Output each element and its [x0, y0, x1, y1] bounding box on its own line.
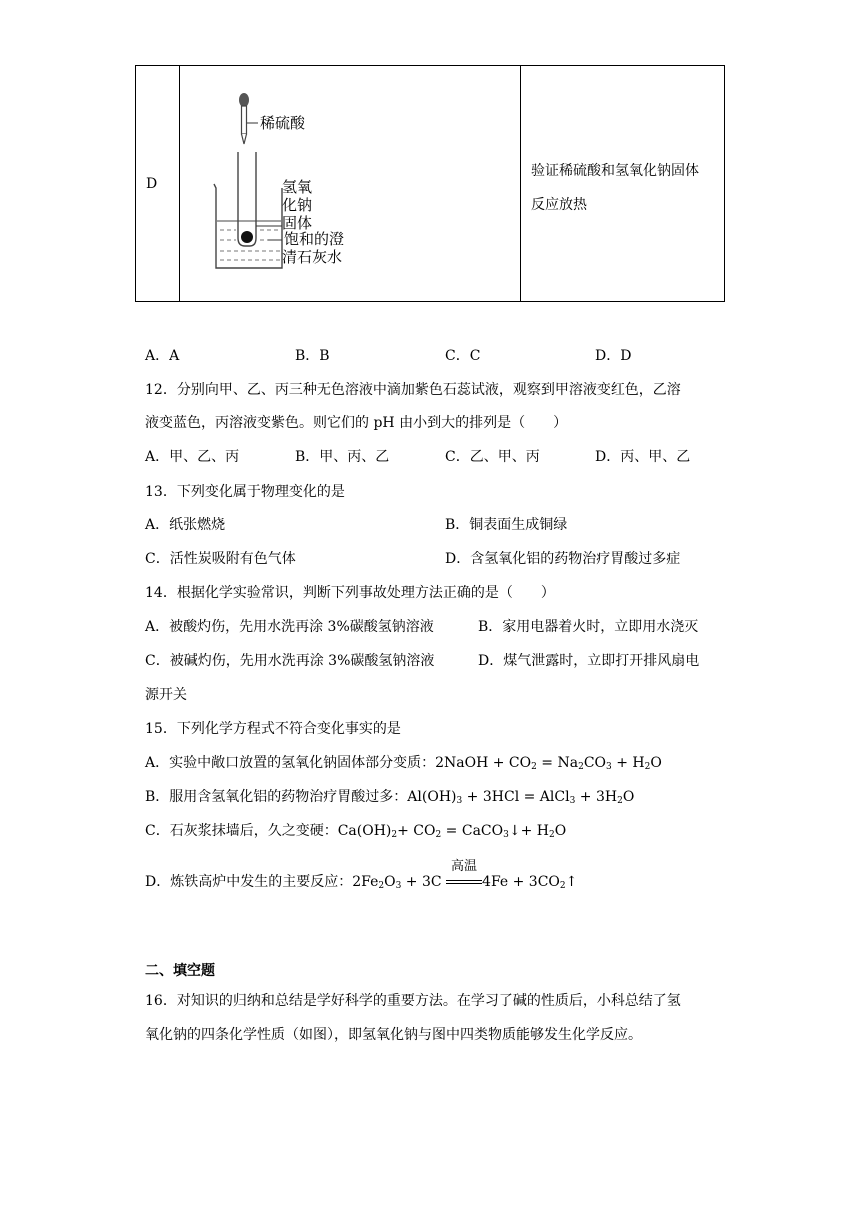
row-label: D — [146, 176, 158, 192]
reaction-condition: 高温 — [451, 859, 478, 874]
q13-option-c: C．活性炭吸附有色气体 — [145, 551, 296, 567]
q16-stem-line2: 氧化钠的四条化学性质（如图），即氢氧化钠与图中四类物质能够发生化学反应。 — [145, 1027, 642, 1043]
q15-option-b: B．服用含氢氧化铝的药物治疗胃酸过多：$Al(OH)_3 + 3HCl$ = AlCl$_3$ + $3H_2O$ — [145, 789, 635, 806]
label-naoh-2: 化钠 — [282, 196, 313, 214]
q14-option-d-cont: 源开关 — [145, 687, 187, 703]
q15-option-d: D．炼铁高炉中发生的主要反应：$2Fe_2O_3 + 3C$ $4Fe + 3CO_2↑$ — [145, 874, 578, 891]
table-divider-1 — [179, 66, 180, 301]
q14-option-c: C．被碱灼伤，先用水洗再涂 3%碳酸氢钠溶液 — [145, 653, 435, 669]
equation-d: $2Fe_2O_3 + 3C$ $4Fe + 3CO_2↑$ — [352, 874, 578, 891]
q14-option-b: B．家用电器着火时，立即用水浇灭 — [478, 619, 699, 635]
q13-option-d: D．含氢氧化铝的药物治疗胃酸过多症 — [445, 551, 681, 567]
equation-a: 2NaOH + $CO_2 = Na_2CO_3 + H_2O$ — [435, 755, 662, 772]
label-lime-2: 清石灰水 — [282, 248, 343, 266]
q12-option-b: B．甲、丙、乙 — [295, 449, 390, 465]
equation-c: $Ca(OH)_2+ CO_2$ = CaCO$_3$↓+ $H_2O$ — [337, 823, 567, 840]
q11-option-b: B．B — [295, 348, 330, 364]
experiment-table-row-d — [135, 65, 725, 302]
q15-option-a: A．实验中敞口放置的氢氧化钠固体部分变质：2NaOH + $CO_2 = Na_2CO_3 + H_2O$ — [145, 755, 662, 772]
table-divider-2 — [520, 66, 521, 301]
q11-option-a: A．A — [145, 348, 180, 364]
q16-stem-line1: 16．对知识的归纳和总结是学好科学的重要方法。在学习了碱的性质后，小科总结了氢 — [145, 993, 681, 1009]
q14-option-a: A．被酸灼伤，先用水洗再涂 3%碳酸氢钠溶液 — [145, 619, 434, 635]
q12-option-a: A．甲、乙、丙 — [145, 449, 240, 465]
label-acid: 稀硫酸 — [260, 114, 306, 132]
label-naoh-1: 氢氧 — [282, 178, 313, 196]
q13-option-a: A．纸张燃烧 — [145, 517, 226, 533]
q12-option-d: D．丙、甲、乙 — [595, 449, 691, 465]
equation-b: $Al(OH)_3 + 3HCl$ = AlCl$_3$ + $3H_2O$ — [407, 789, 635, 806]
q14-option-d: D．煤气泄露时，立即打开排风扇电 — [478, 653, 700, 669]
dropper-tube — [242, 106, 247, 134]
q15-option-c: C．石灰浆抹墙后，久之变硬：$Ca(OH)_2+ CO_2$ = CaCO$_3$↓+ $H_2O$ — [145, 823, 567, 840]
q12-stem-line1: 12．分别向甲、乙、丙三种无色溶液中滴加紫色石蕊试液，观察到甲溶液变红色，乙溶 — [145, 382, 681, 398]
dropper-bulb — [239, 93, 249, 107]
dropper-tip — [242, 134, 247, 144]
q11-option-d: D．D — [595, 348, 632, 364]
label-naoh-3: 固体 — [282, 214, 313, 232]
experiment-purpose: 验证稀硫酸和氢氧化钠固体 反应放热 — [531, 163, 699, 213]
label-lime-1: 饱和的澄 — [284, 230, 345, 248]
q11-option-c: C．C — [445, 348, 481, 364]
q14-stem: 14．根据化学实验常识，判断下列事故处理方法正确的是（ ） — [145, 585, 555, 601]
apparatus-figure — [210, 88, 390, 298]
q12-stem-line2: 液变蓝色，丙溶液变紫色。则它们的 pH 由小到大的排列是（ ） — [145, 415, 568, 431]
q13-stem: 13．下列变化属于物理变化的是 — [145, 484, 345, 500]
q13-option-b: B．铜表面生成铜绿 — [445, 517, 568, 533]
section-heading: 二、填空题 — [145, 963, 215, 979]
q12-option-c: C．乙、甲、丙 — [445, 449, 540, 465]
naoh-solid — [241, 231, 253, 243]
q15-stem: 15．下列化学方程式不符合变化事实的是 — [145, 721, 401, 737]
